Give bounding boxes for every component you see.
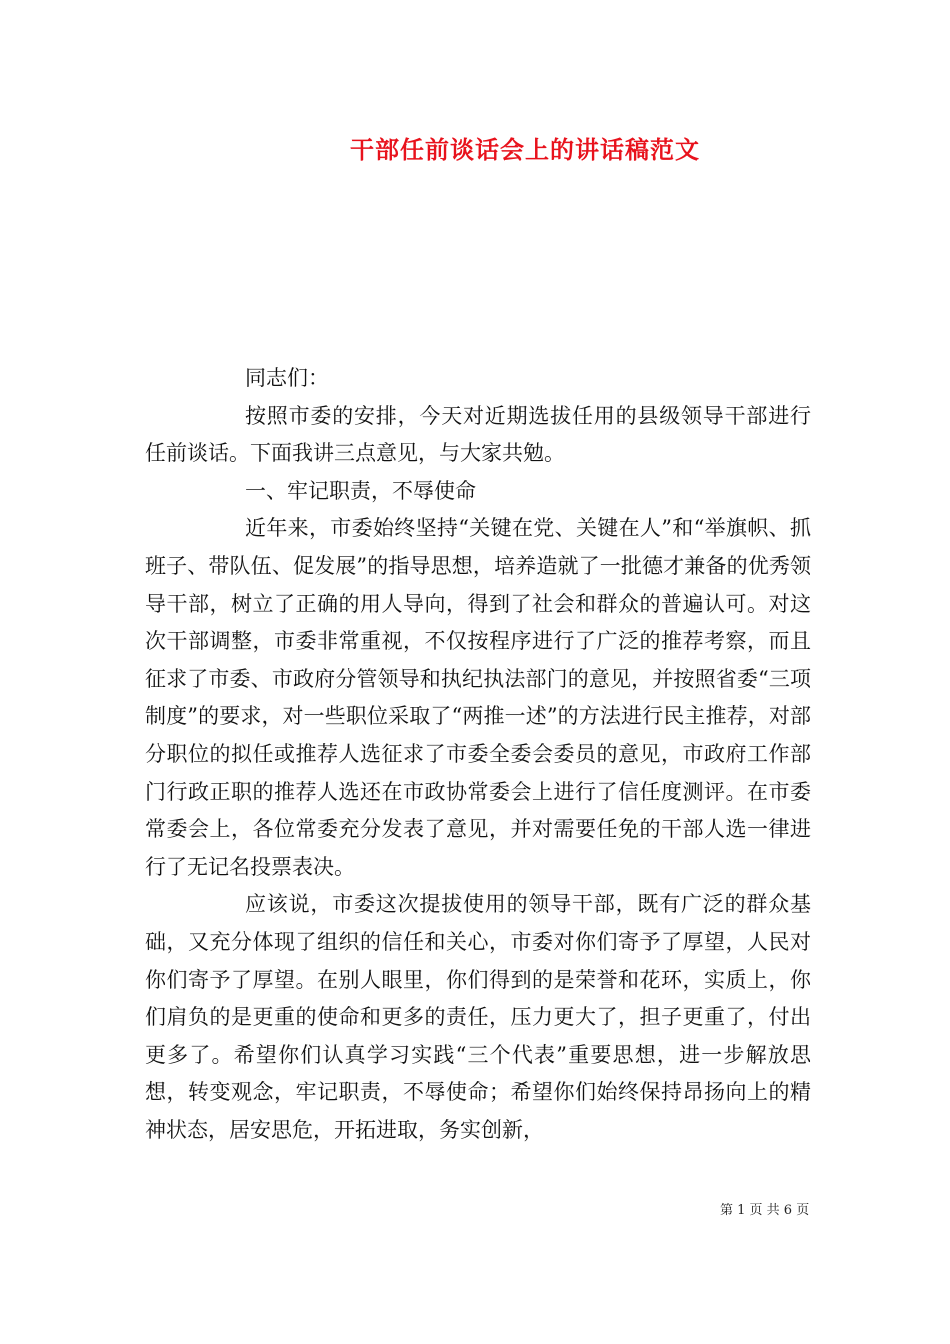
document-title: 干部任前谈话会上的讲话稿范文: [350, 135, 700, 164]
paragraph-expectations: 应该说，市委这次提拔使用的领导干部，既有广泛的群众基础，又充分体现了组织的信任和关心，市委对你们寄予了厚望，人民对你们寄予了厚望。在别人眼里，你们得到的是荣誉和花环，实质上，你们肩负的是更重的使命和更多的责任，压力更大了，担子更重了，付出更多了。希望你们认真学习实践“三个代表”重要思想，进一步解放思想，转变观念，牢记职责，不辱使命；希望你们始终保持昂扬向上的精神状态，居安思危，开拓进取，务实创新，: [145, 892, 811, 1142]
paragraph-intro: 按照市委的安排，今天对近期选拔任用的县级领导干部进行任前谈话。下面我讲三点意见，与大家共勉。: [145, 403, 811, 466]
salutation: 同志们：: [245, 366, 329, 390]
document-body: [145, 360, 811, 1149]
section-heading-1: 一、牢记职责，不辱使命: [245, 478, 476, 503]
page-number: 第 1 页 共 6 页: [720, 1203, 810, 1218]
paragraph-selection-process: 近年来，市委始终坚持“关键在党、关键在人”和“举旗帜、抓班子、带队伍、促发展”的指导思想，培养造就了一批德才兼备的优秀领导干部，树立了正确的用人导向，得到了社会和群众的普遍认可。对这次干部调整，市委非常重视，不仅按程序进行了广泛的推荐考察，而且征求了市委、市政府分管领导和执纪执法部门的意见，并按照省委“三项制度”的要求，对一些职位采取了“两推一述”的方法进行民主推荐，对部分职位的拟任或推荐人选征求了市委全委会委员的意见，市政府工作部门行政正职的推荐人选还在市政协常委会上进行了信任度测评。在市委常委会上，各位常委充分发表了意见，并对需要任免的干部人选一律进行了无记名投票表决。: [145, 516, 811, 879]
